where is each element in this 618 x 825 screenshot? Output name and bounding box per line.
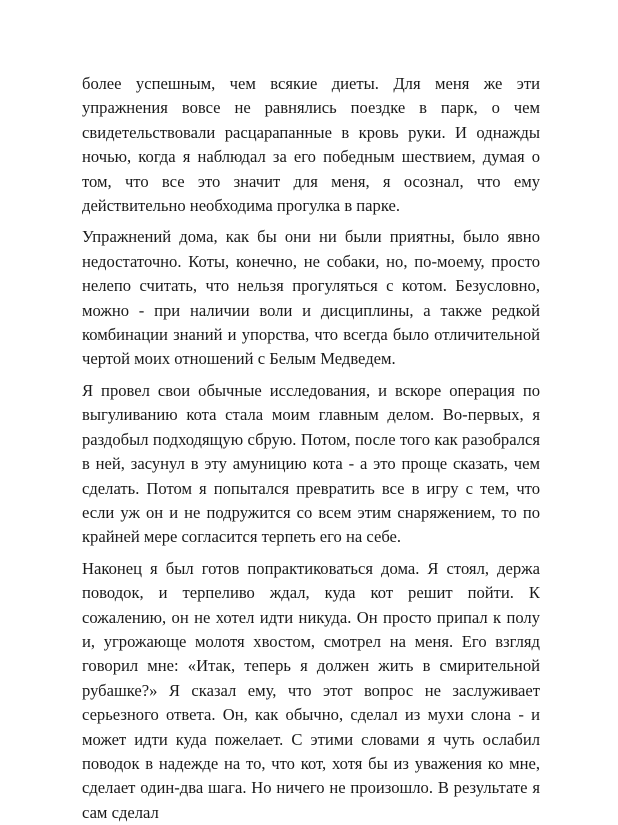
paragraph-3: Я провел свои обычные исследования, и вскоре операция по выгуливанию кота стала моим главным делом. Во-первых, я раздобыл подходящую сбрую. Потом, после того как разобрался в ней, засунул в эту амуницию кота - а это проще сказать, чем сделать. Потом я попытался превратить все в игру с тем, что если уж он и не подружится со всем этим снаряжением, то по крайней мере согласится терпеть его на себе.: [82, 380, 540, 547]
body-text: [82, 72, 540, 825]
paragraph-4: Наконец я был готов попрактиковаться дома. Я стоял, держа поводок, и терпеливо ждал, куда кот решит пойти. К сожалению, он не хотел идти никуда. Он просто припал к полу и, угрожающе молотя хвостом, смотрел на меня. Его взгляд говорил мне: «Итак, теперь я должен жить в смирительной рубашке?» Я сказал ему, что этот вопрос не заслуживает серьезного ответа. Он, как обычно, сделал из мухи слона - и может идти куда пожелает. С этими словами я чуть ослабил поводок в надежде на то, что кот, хотя бы из уважения ко мне, сделает один-два шага. Но ничего не произошло. В результате я сам сделал: [82, 558, 540, 822]
paragraph-2: Упражнений дома, как бы они ни были приятны, было явно недостаточно. Коты, конечно, не собаки, но, по-моему, просто нелепо считать, что нельзя прогуляться с котом. Безусловно, можно - при наличии воли и дисциплины, а также редкой комбинации знаний и упорства, что всегда было отличительной чертой моих отношений с Белым Медведем.: [82, 227, 540, 369]
paragraph-1: более успешным, чем всякие диеты. Для меня же эти упражнения вовсе не равнялись поездке в парк, о чем свидетельствовали расцарапанные в кровь руки. И однажды ночью, когда я наблюдал за его победным шествием, думая о том, что все это значит для меня, я осознал, что ему действительно необходима прогулка в парке.: [82, 74, 540, 216]
